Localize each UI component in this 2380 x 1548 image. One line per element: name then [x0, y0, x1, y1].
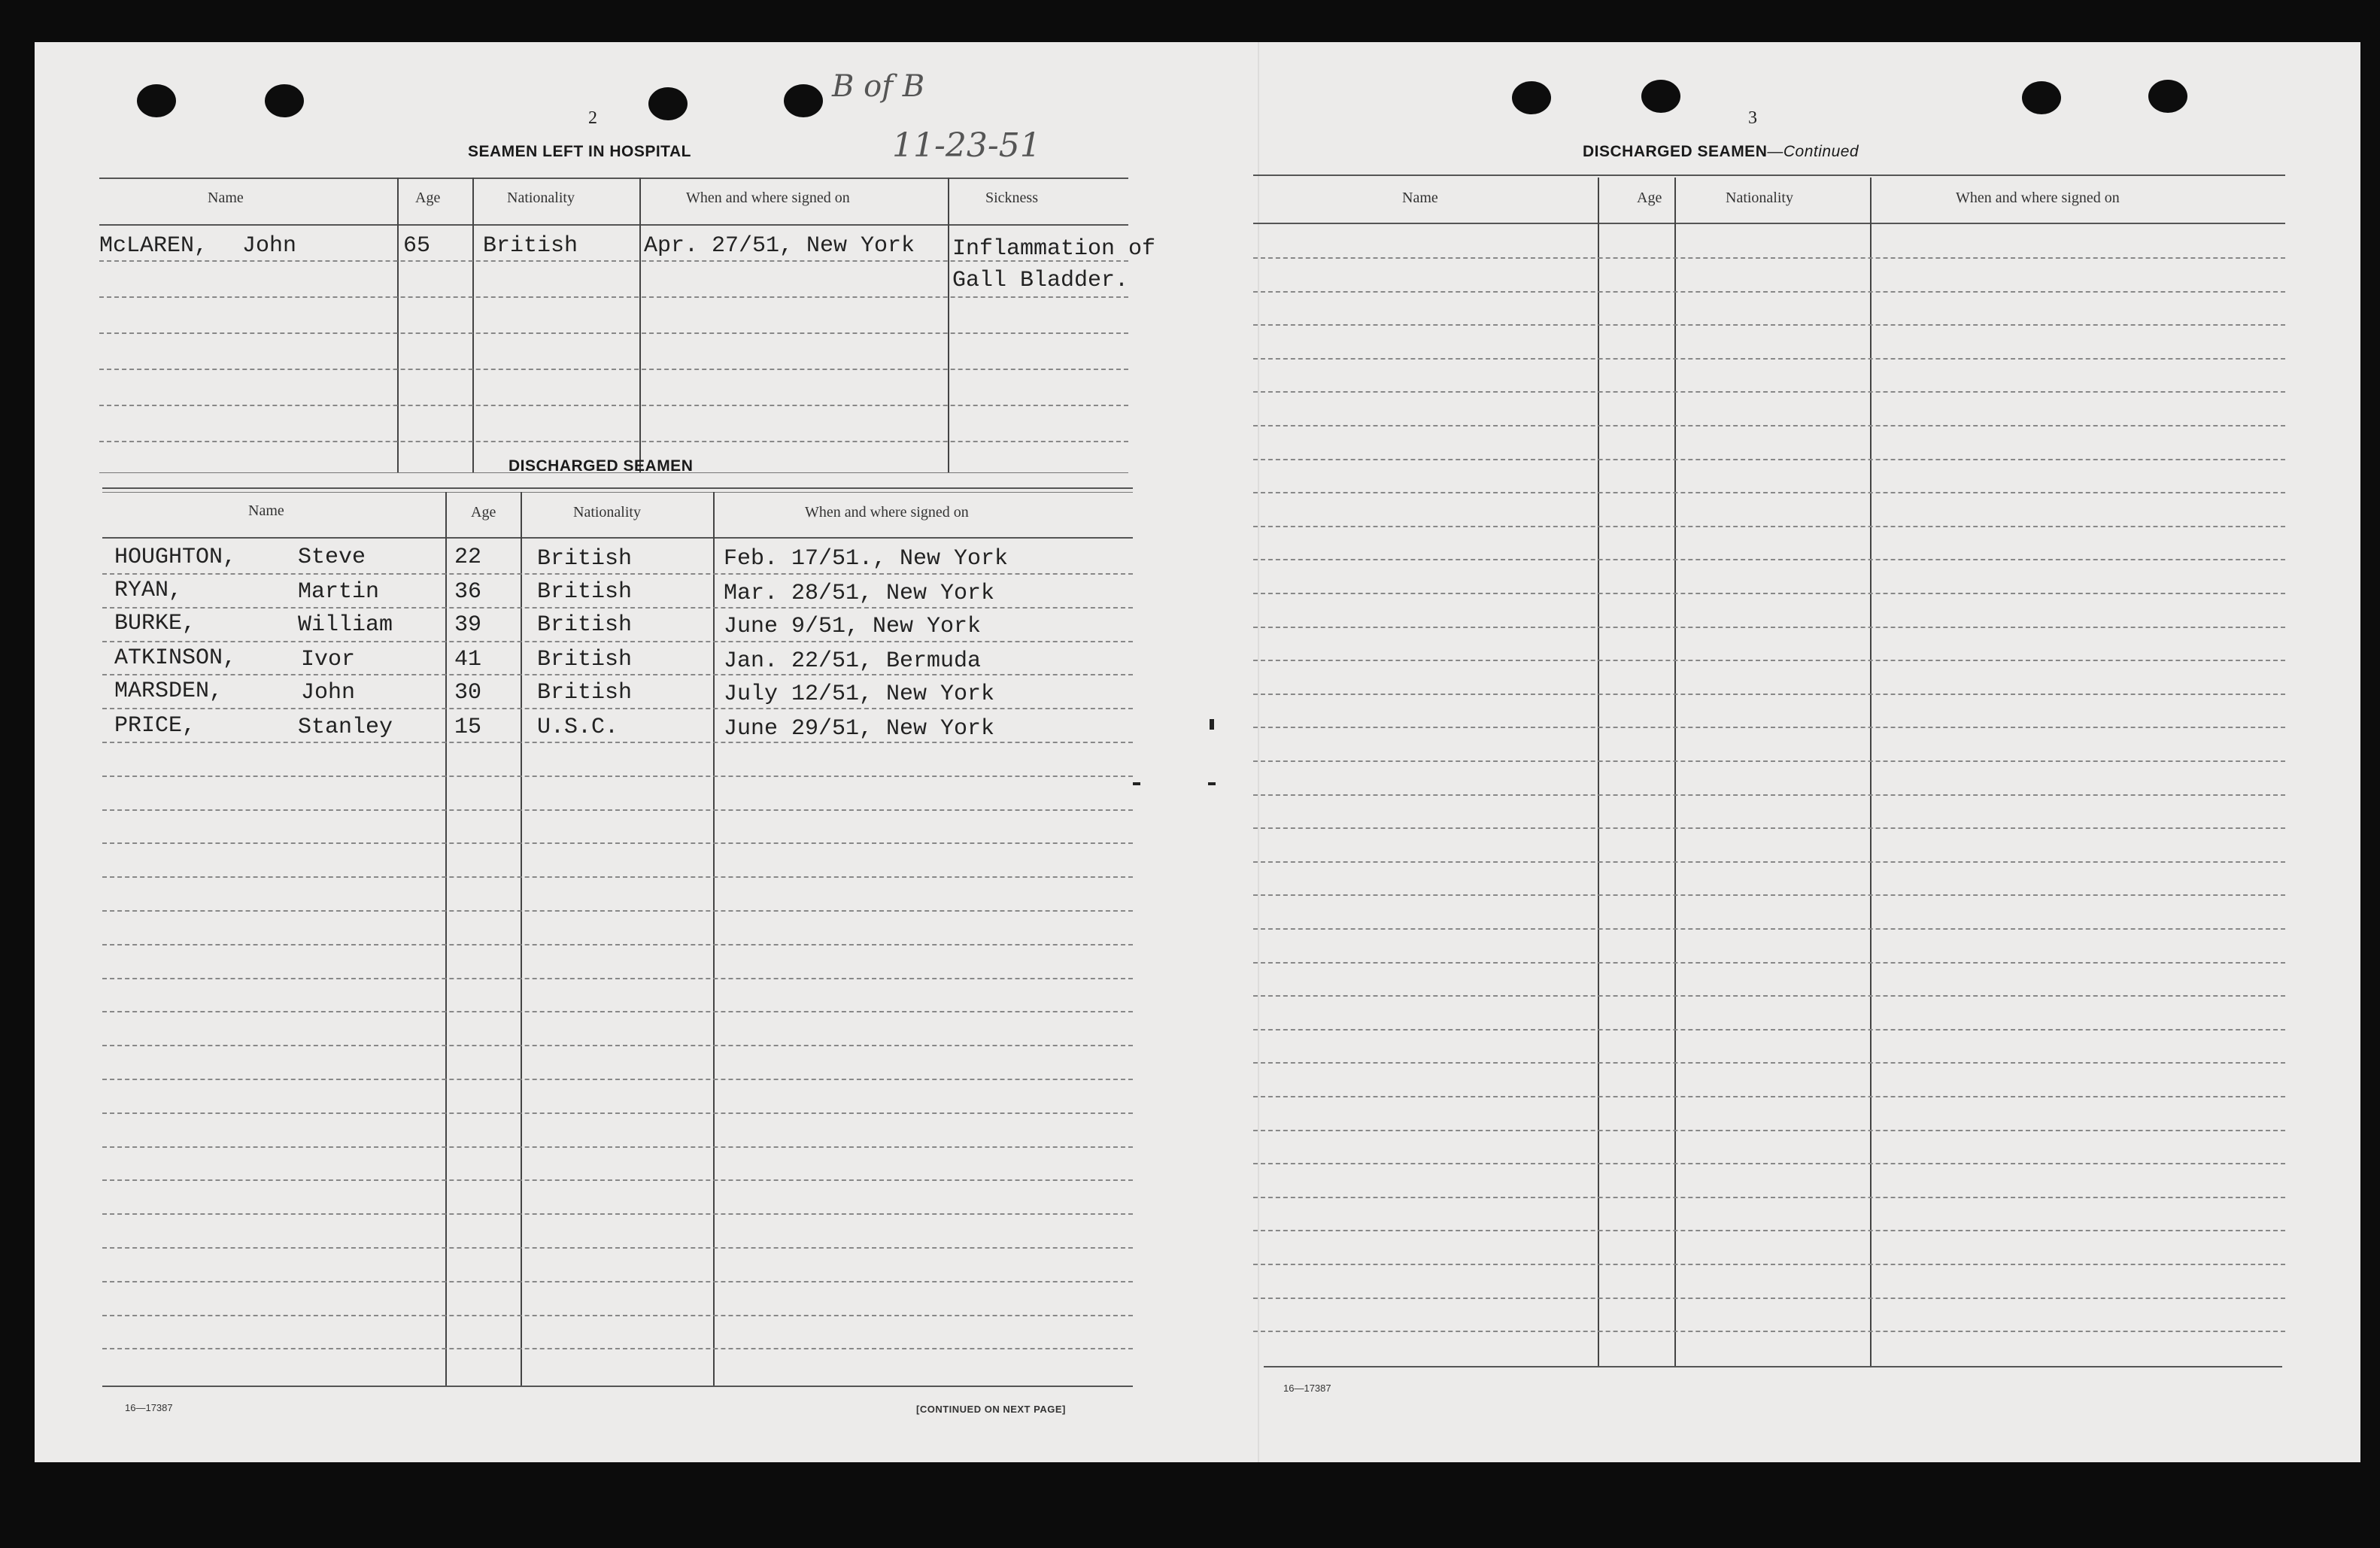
seaman-given-name: John [301, 680, 356, 706]
row-rule [1253, 425, 2285, 426]
row-rule [1253, 1130, 2285, 1131]
row-rule [102, 607, 1133, 609]
header-signed-on: When and where signed on [805, 504, 969, 521]
seaman-surname: BURKE, [114, 611, 196, 636]
hospital-given-name: John [242, 233, 297, 259]
page-number-left: 2 [588, 108, 597, 128]
row-rule [102, 978, 1133, 979]
header-nationality: Nationality [507, 190, 575, 206]
handwritten-date: 11-23-51 [892, 126, 1041, 165]
discharged-section-title: DISCHARGED SEAMEN [508, 457, 694, 475]
row-rule [102, 1112, 1133, 1114]
hospital-section-title: SEAMEN LEFT IN HOSPITAL [468, 143, 691, 160]
seaman-age: 30 [454, 680, 482, 706]
table-rule [1253, 223, 2285, 224]
row-rule [1253, 559, 2285, 560]
row-rule [102, 742, 1133, 743]
row-rule [99, 296, 1128, 298]
table-rule [102, 492, 1133, 493]
row-rule [1253, 1331, 2285, 1332]
row-rule [102, 641, 1133, 642]
row-rule [1253, 358, 2285, 360]
table-rule [1253, 175, 2285, 176]
punch-hole [1641, 80, 1680, 113]
row-rule [1253, 1197, 2285, 1198]
header-nationality: Nationality [1726, 190, 1793, 206]
seaman-nationality: British [537, 612, 633, 638]
row-rule [1253, 1062, 2285, 1064]
discharged-continued-title [1583, 143, 1859, 161]
seaman-given-name: Ivor [301, 647, 356, 672]
document-sheet [35, 42, 2360, 1462]
header-sickness: Sickness [985, 190, 1038, 206]
row-rule [1253, 1163, 2285, 1164]
discharged-title-main: DISCHARGED SEAMEN [1583, 143, 1768, 160]
row-rule [1253, 257, 2285, 259]
row-rule [1253, 593, 2285, 594]
row-rule [1253, 526, 2285, 527]
seaman-nationality: British [537, 546, 633, 572]
punch-hole [265, 84, 304, 117]
row-rule [1253, 894, 2285, 896]
header-age: Age [415, 190, 441, 206]
table-rule [102, 537, 1133, 539]
row-rule [1253, 459, 2285, 460]
seaman-given-name: Steve [298, 545, 366, 570]
row-rule [102, 944, 1133, 945]
header-name: Name [248, 502, 284, 519]
column-divider [445, 492, 447, 1387]
row-rule [102, 910, 1133, 912]
seaman-signed-on: Feb. 17/51., New York [724, 546, 1009, 572]
discharged-title-continued: —Continued [1767, 143, 1859, 160]
row-rule [102, 674, 1133, 675]
row-rule [102, 876, 1133, 878]
seaman-surname: PRICE, [114, 713, 196, 739]
margin-mark [1208, 782, 1216, 785]
hospital-nationality: British [483, 233, 578, 259]
row-rule [1253, 760, 2285, 762]
column-divider [521, 492, 522, 1387]
punch-hole [137, 84, 176, 117]
hospital-sickness-line2: Gall Bladder. [952, 268, 1129, 293]
seaman-signed-on: June 29/51, New York [724, 716, 995, 742]
header-nationality: Nationality [573, 504, 641, 521]
continued-note: [CONTINUED ON NEXT PAGE] [916, 1404, 1066, 1415]
seaman-given-name: Martin [298, 579, 380, 605]
hospital-signed-on: Apr. 27/51, New York [644, 233, 915, 259]
column-divider [639, 178, 641, 472]
punch-hole [1512, 81, 1551, 114]
page-number-right: 3 [1748, 108, 1757, 128]
seaman-signed-on: Jan. 22/51, Bermuda [724, 648, 982, 674]
margin-mark [1133, 782, 1140, 785]
row-rule [102, 1348, 1133, 1349]
row-rule [1253, 1029, 2285, 1030]
header-name: Name [208, 190, 244, 206]
seaman-nationality: British [537, 680, 633, 706]
row-rule [102, 1315, 1133, 1316]
row-rule [99, 332, 1128, 334]
hospital-age: 65 [403, 233, 431, 259]
row-rule [1253, 1230, 2285, 1231]
row-rule [102, 1146, 1133, 1148]
column-divider [1598, 178, 1599, 1366]
column-divider [948, 178, 949, 472]
row-rule [1253, 861, 2285, 863]
seaman-signed-on: Mar. 28/51, New York [724, 581, 995, 606]
seaman-age: 41 [454, 647, 482, 672]
row-rule [1253, 660, 2285, 661]
row-rule [102, 1179, 1133, 1181]
row-rule [1253, 391, 2285, 393]
row-rule [99, 441, 1128, 442]
row-rule [1253, 291, 2285, 293]
row-rule [1253, 1264, 2285, 1265]
margin-mark [1210, 719, 1214, 730]
row-rule [102, 1011, 1133, 1012]
page-fold [1258, 42, 1259, 1462]
column-divider [472, 178, 474, 472]
column-divider [713, 492, 715, 1387]
row-rule [1253, 1298, 2285, 1299]
row-rule [99, 369, 1128, 370]
header-age: Age [471, 504, 496, 521]
row-rule [1253, 928, 2285, 930]
row-rule [102, 809, 1133, 811]
seaman-signed-on: July 12/51, New York [724, 681, 995, 707]
seaman-age: 15 [454, 715, 482, 740]
header-name: Name [1402, 190, 1438, 206]
seaman-nationality: U.S.C. [537, 715, 619, 740]
seaman-surname: MARSDEN, [114, 678, 223, 704]
header-age: Age [1637, 190, 1662, 206]
row-rule [1253, 1096, 2285, 1097]
table-rule [99, 224, 1128, 226]
punch-hole [784, 84, 823, 117]
row-rule [99, 405, 1128, 406]
row-rule [1253, 492, 2285, 493]
form-number-right: 16—17387 [1283, 1383, 1331, 1394]
row-rule [102, 1281, 1133, 1282]
seaman-surname: ATKINSON, [114, 645, 237, 671]
row-rule [1253, 727, 2285, 728]
header-signed-on: When and where signed on [1956, 190, 2120, 206]
row-rule [102, 842, 1133, 844]
seaman-age: 36 [454, 579, 482, 605]
table-rule [102, 1386, 1133, 1387]
handwritten-annotation: B of B [832, 69, 925, 104]
row-rule [1253, 794, 2285, 796]
table-rule [1264, 1366, 2282, 1367]
seaman-surname: HOUGHTON, [114, 545, 237, 570]
row-rule [102, 1213, 1133, 1215]
row-rule [1253, 827, 2285, 829]
row-rule [102, 573, 1133, 575]
row-rule [102, 708, 1133, 709]
seaman-nationality: British [537, 647, 633, 672]
row-rule [1253, 694, 2285, 695]
seaman-signed-on: June 9/51, New York [724, 614, 982, 639]
row-rule [102, 1247, 1133, 1249]
table-rule [99, 178, 1128, 179]
seaman-nationality: British [537, 579, 633, 605]
hospital-sickness-line1: Inflammation of [952, 236, 1156, 262]
column-divider [1674, 178, 1676, 1366]
punch-hole [2148, 80, 2187, 113]
seaman-given-name: Stanley [298, 715, 393, 740]
seaman-age: 39 [454, 612, 482, 638]
row-rule [102, 1045, 1133, 1046]
column-divider [1870, 178, 1872, 1366]
row-rule [1253, 324, 2285, 326]
seaman-age: 22 [454, 545, 482, 570]
punch-hole [648, 87, 688, 120]
seaman-surname: RYAN, [114, 578, 183, 603]
row-rule [1253, 995, 2285, 997]
row-rule [102, 1079, 1133, 1080]
table-rule [102, 487, 1133, 489]
row-rule [1253, 627, 2285, 628]
column-divider [397, 178, 399, 472]
hospital-surname: McLAREN, [99, 233, 208, 259]
row-rule [102, 776, 1133, 777]
form-number-left: 16—17387 [125, 1402, 173, 1413]
row-rule [1253, 962, 2285, 964]
punch-hole [2022, 81, 2061, 114]
header-signed-on: When and where signed on [686, 190, 850, 206]
seaman-given-name: William [298, 612, 393, 638]
